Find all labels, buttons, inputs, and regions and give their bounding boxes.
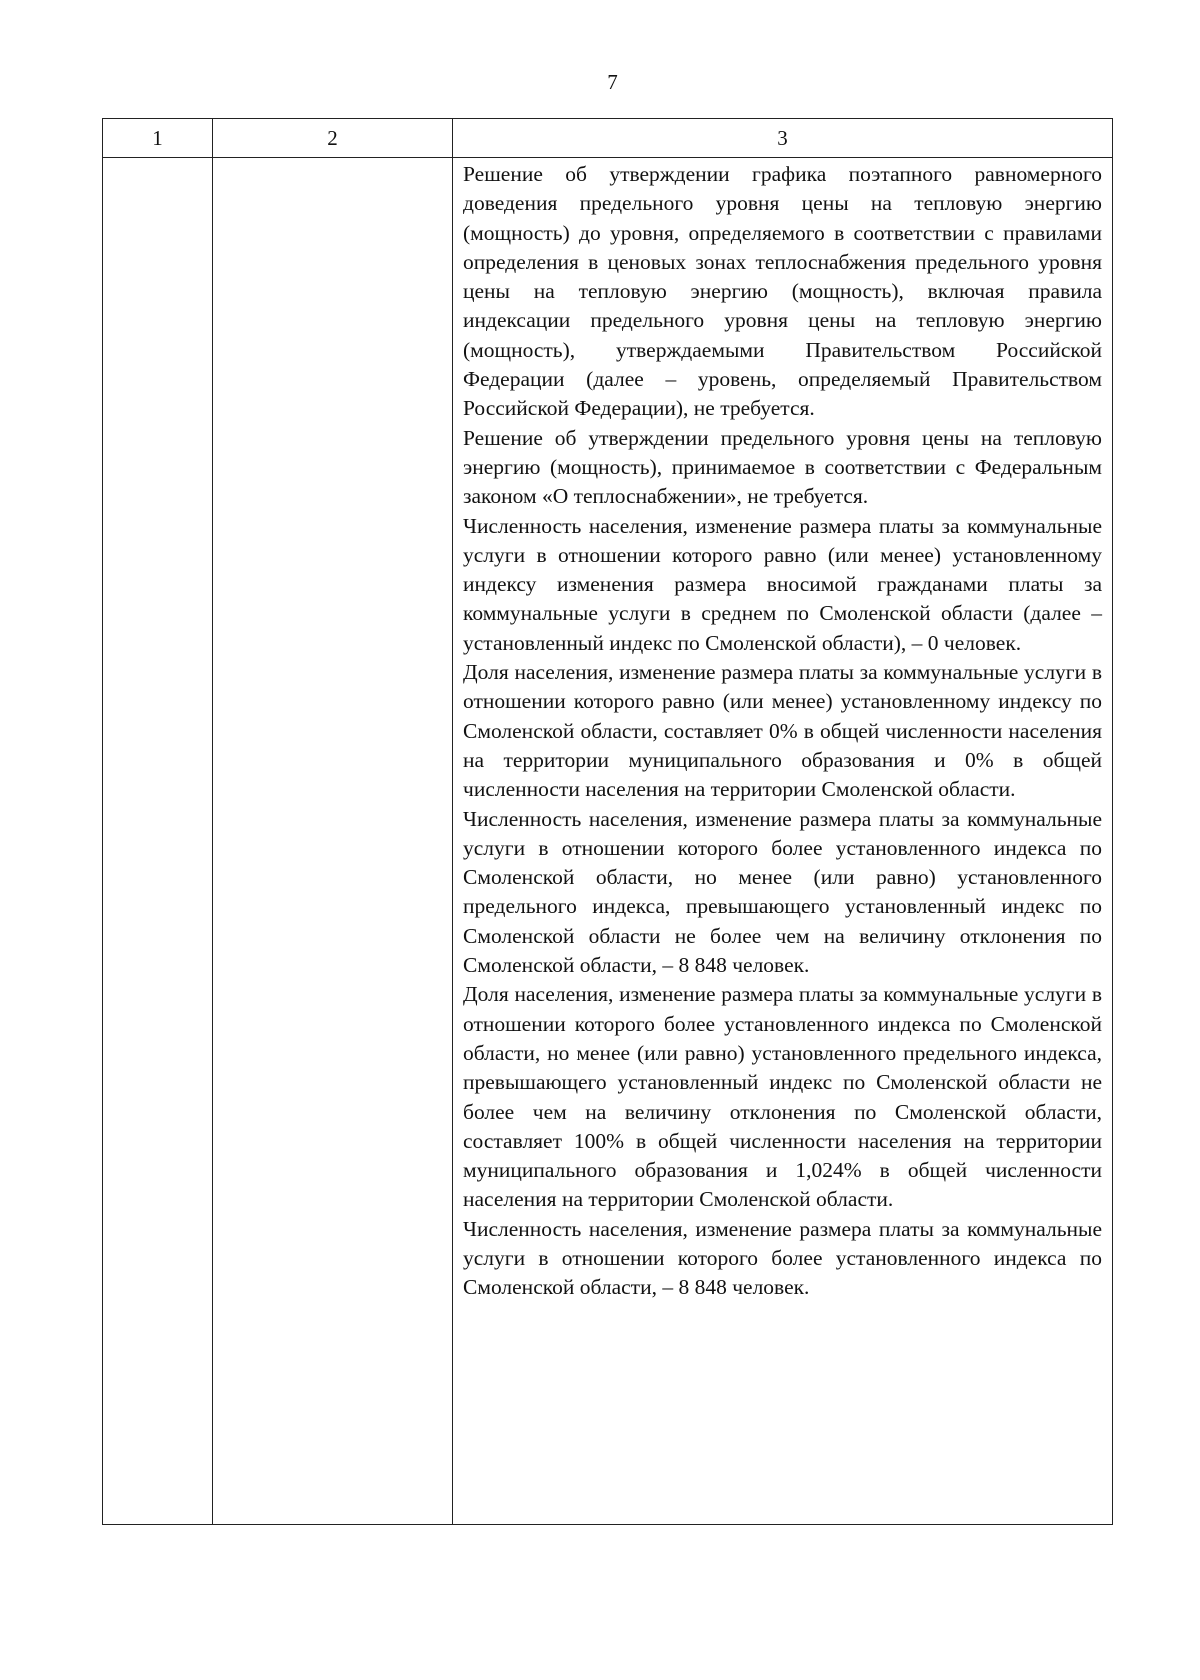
column-header-2: 2 <box>213 119 453 158</box>
column-header-1: 1 <box>103 119 213 158</box>
column-header-3: 3 <box>453 119 1113 158</box>
table-header-row <box>103 119 1113 158</box>
paragraph-share-equal-index: Доля населения, изменение размера платы за коммунальные услуги в отношении которого равно (или менее) установленному индексу по Смоленской области, составляет 0% в общей численности населения на территории муниципального образования и 0% в общей численности населения на территории Смоленской области. <box>463 660 1102 802</box>
paragraph-heat-price-schedule: Решение об утверждении графика поэтапного равномерного доведения предельного уровня цены на тепловую энергию (мощность) до уровня, определяемого в соответствии с правилами определения в ценовых зонах теплоснабжения предельного уровня цены на тепловую энергию (мощность), включая правила индексации предельного уровня цены на тепловую энергию (мощность), утверждаемыми Правительством Российской Федерации (далее – уровень, определяемый Правительством Российской Федерации), не требуется. <box>463 162 1102 421</box>
table-row <box>103 158 1113 1525</box>
column-1-cell <box>103 158 213 1525</box>
column-2-cell <box>213 158 453 1525</box>
paragraph-population-exceeding-index: Численность населения, изменение размера платы за коммунальные услуги в отношении которого более установленного индекса по Смоленской области, – 8 848 человек. <box>463 1216 1102 1300</box>
column-3-cell <box>453 158 1113 1525</box>
paragraph-share-above-index: Доля населения, изменение размера платы за коммунальные услуги в отношении которого более установленного индекса по Смоленской области, но менее (или равно) установленного предельного индекса, превышающего установленный индекс по Смоленской области не более чем на величину отклонения по Смоленской области, составляет 100% в общей численности населения на территории муниципального образования и 1,024% в общей численности населения на территории Смоленской области. <box>463 982 1102 1212</box>
page-number: 7 <box>607 70 618 94</box>
paragraph-population-above-index: Численность населения, изменение размера платы за коммунальные услуги в отношении которого более установленного индекса по Смоленской области, но менее (или равно) установленного предельного индекса, превышающего установленный индекс по Смоленской области не более чем на величину отклонения по Смоленской области, – 8 848 человек. <box>463 806 1102 978</box>
paragraph-heat-price-limit: Решение об утверждении предельного уровня цены на тепловую энергию (мощность), принимаемое в соответствии с Федеральным законом «О теплоснабжении», не требуется. <box>463 425 1102 509</box>
paragraph-population-equal-index: Численность населения, изменение размера платы за коммунальные услуги в отношении которого равно (или менее) установленному индексу изменения размера вносимой гражданами платы за коммунальные услуги в среднем по Смоленской области (далее – установленный индекс по Смоленской области), – 0 человек. <box>463 513 1102 655</box>
document-table <box>102 118 1113 1525</box>
